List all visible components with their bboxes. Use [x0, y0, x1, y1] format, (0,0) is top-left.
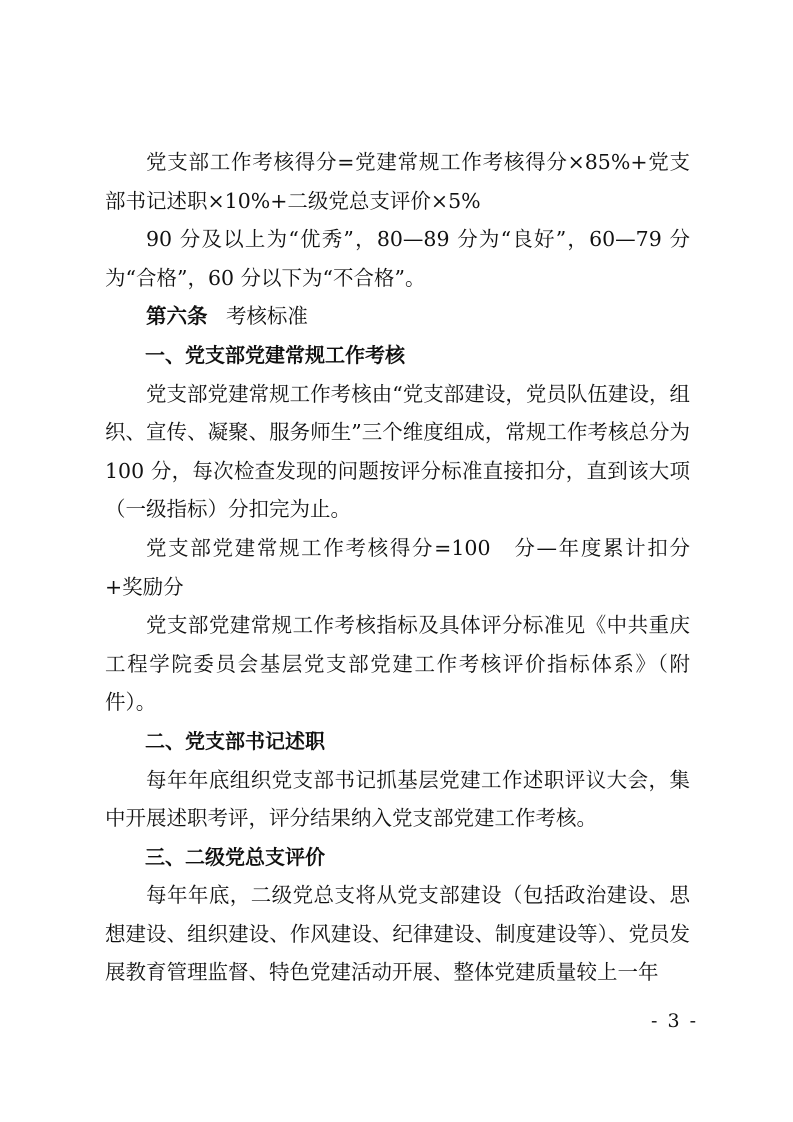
section-heading-2: 二、党支部书记述职	[145, 728, 325, 753]
section-heading-1: 一、党支部党建常规工作考核	[145, 342, 405, 367]
routine-assessment-paragraph: 党支部党建常规工作考核由“党支部建设，党员队伍建设，组织、宣传、凝聚、服务师生”三个维度组成，常规工作考核总分为 100 分，每次检查发现的问题按评分标准直接扣分，直到该大项（一级指标）分扣完为止。	[105, 381, 690, 522]
branch-evaluation-paragraph: 每年年底，二级党总支将从党支部建设（包括政治建设、思想建设、组织建设、作风建设、纪律建设、制度建设等）、党员发展教育管理监督、特色党建活动开展、整体党建质量较上一年	[105, 883, 690, 985]
grade-levels-paragraph: 90 分及以上为“优秀”，80—89 分为“良好”，60—79 分为“合格”，60 分以下为“不合格”。	[105, 227, 690, 290]
score-formula-paragraph: 党支部工作考核得分=党建常规工作考核得分×85%+党支部书记述职×10%+二级党总支评价×5%	[105, 150, 690, 213]
document-body	[105, 143, 690, 992]
indicator-reference-paragraph: 党支部党建常规工作考核指标及具体评分标准见《中共重庆工程学院委员会基层党支部党建工作考核评价指标体系》（附件）。	[105, 613, 690, 715]
section-heading-3: 三、二级党总支评价	[145, 844, 325, 869]
secretary-report-paragraph: 每年年底组织党支部书记抓基层党建工作述职评议大会，集中开展述职考评，评分结果纳入党支部党建工作考核。	[105, 767, 690, 831]
page-number: - 3 -	[650, 1010, 698, 1032]
article-number: 第六条	[146, 304, 208, 329]
routine-score-formula-paragraph: 党支部党建常规工作考核得分=100 分—年度累计扣分+奖励分	[105, 535, 690, 599]
article-six-line	[105, 297, 690, 336]
article-title: 考核标准	[225, 304, 308, 329]
